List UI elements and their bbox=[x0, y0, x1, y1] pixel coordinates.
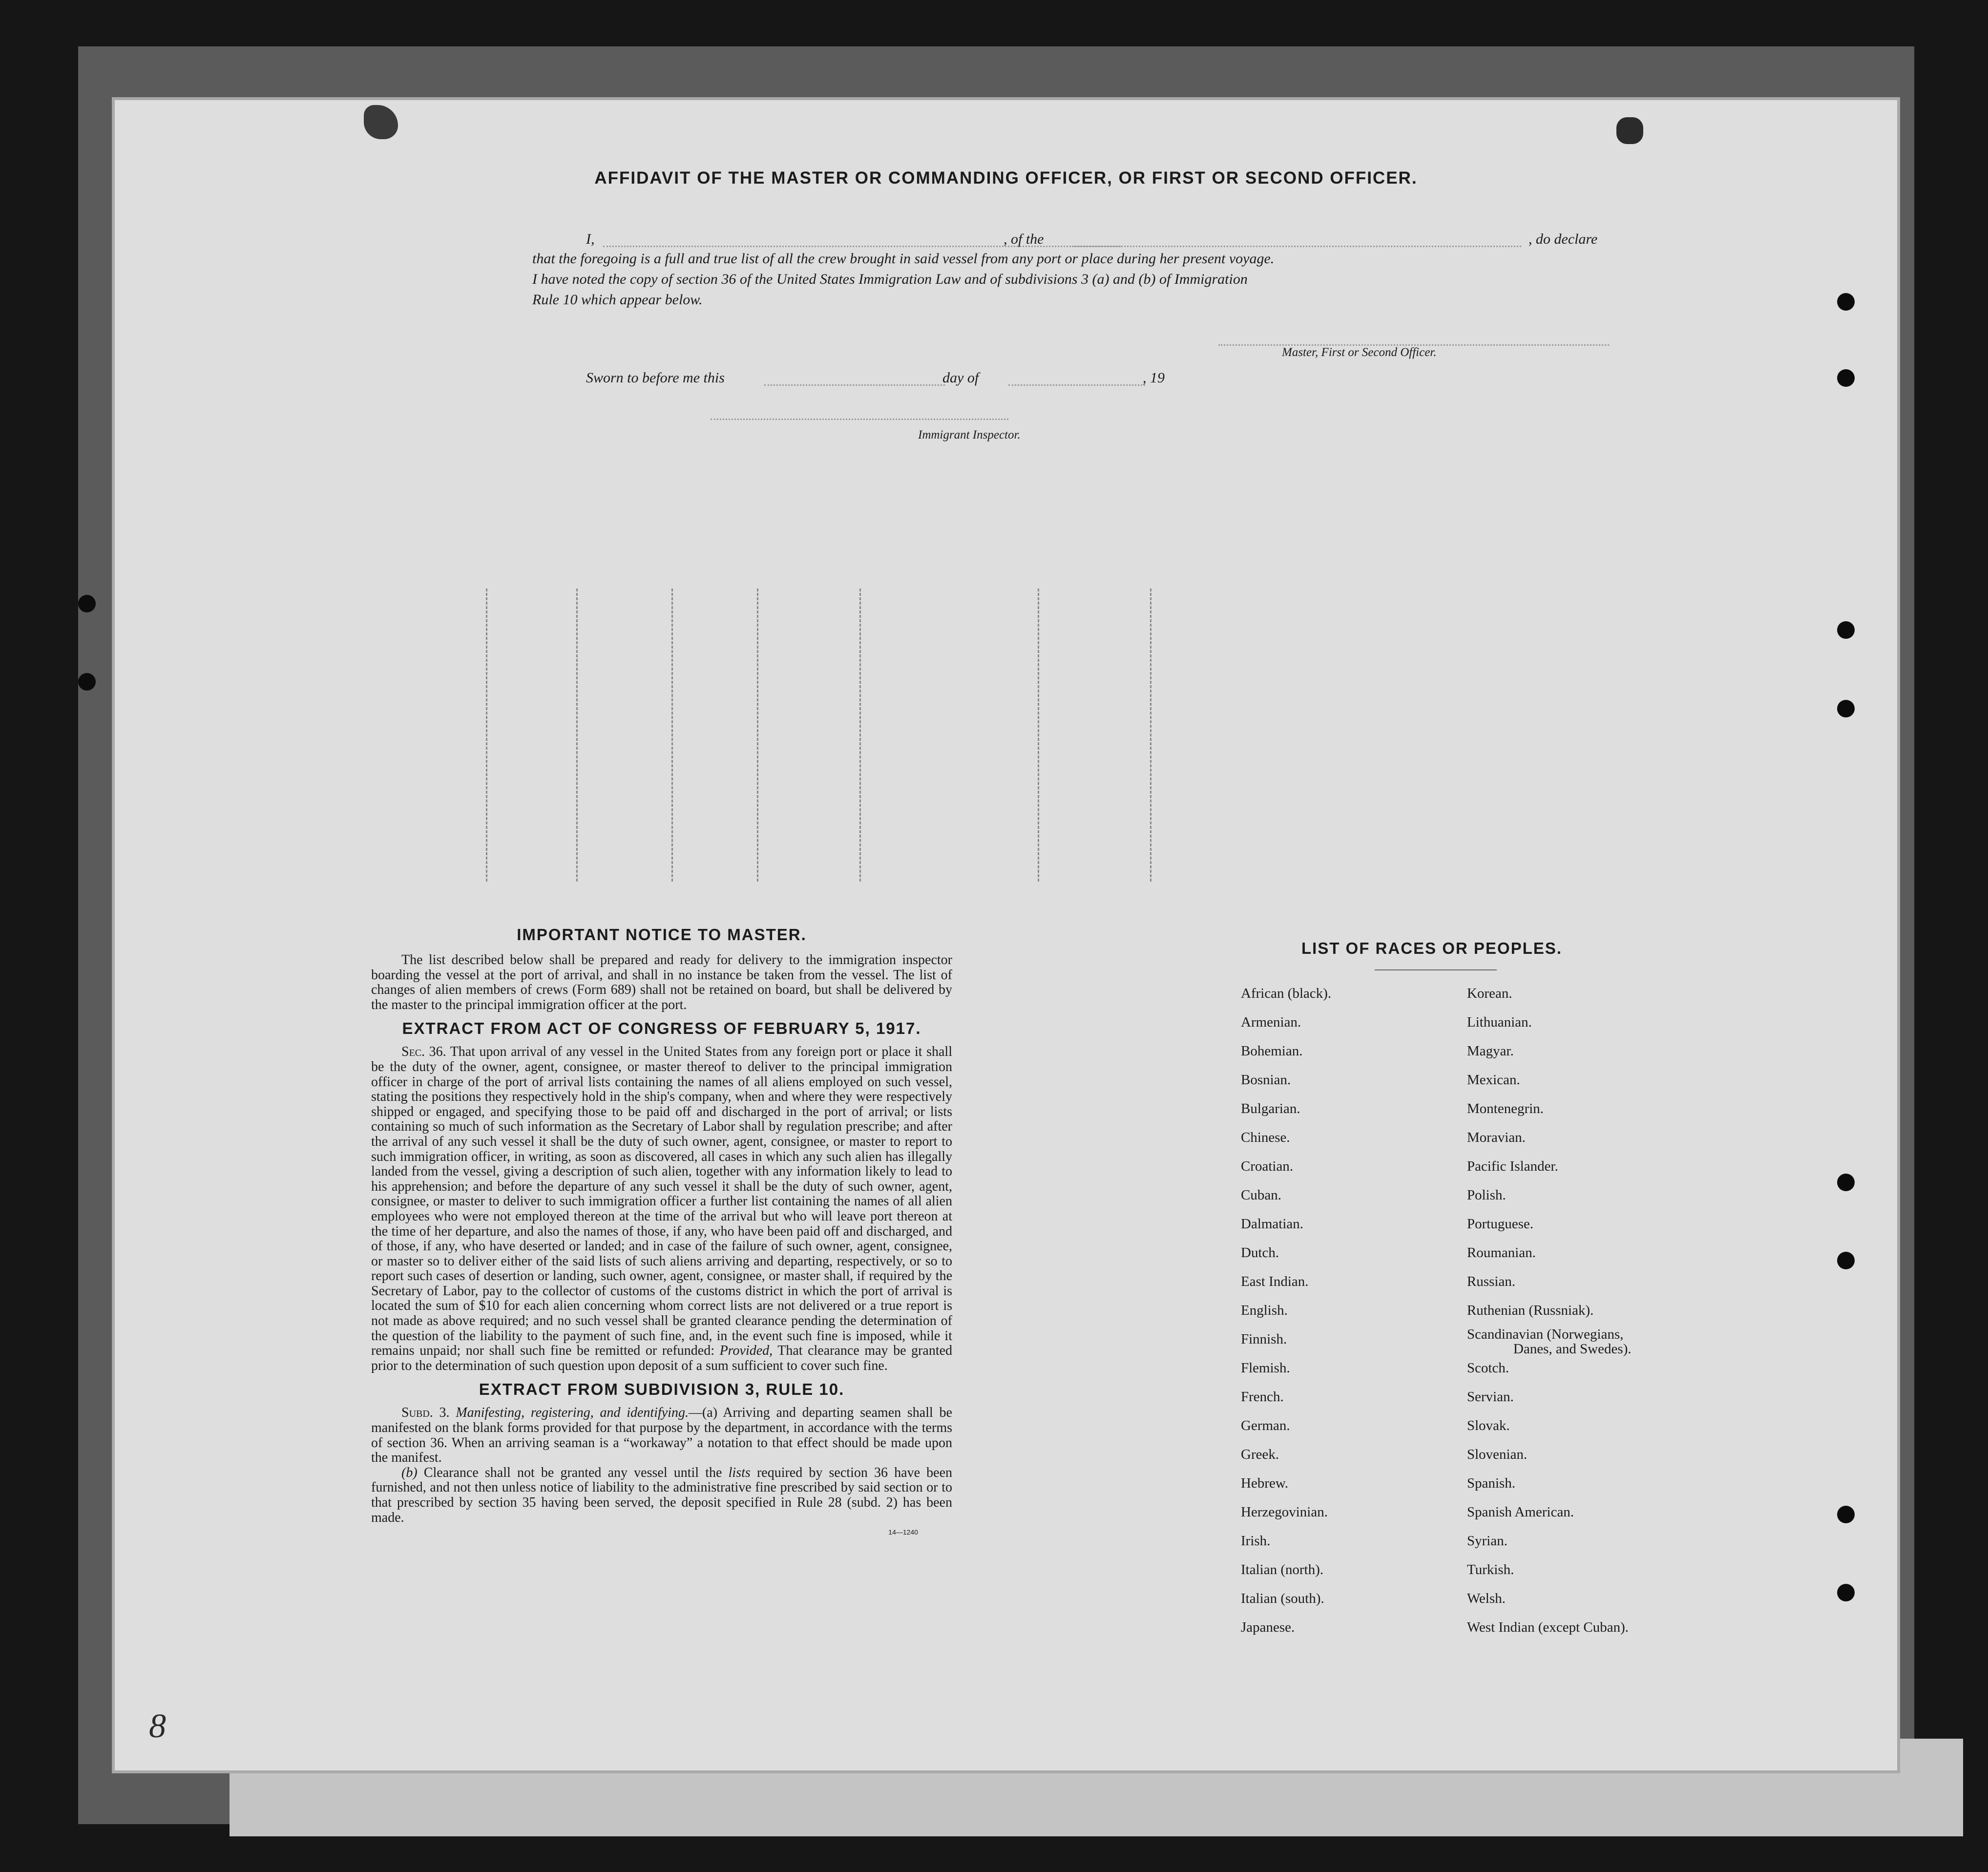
race-item: Turkish. bbox=[1467, 1562, 1514, 1578]
race-item: Japanese. bbox=[1241, 1620, 1295, 1635]
race-item bbox=[1467, 1325, 1632, 1357]
section-label: Sec. 36. bbox=[401, 1044, 446, 1060]
race-item: Bosnian. bbox=[1241, 1072, 1291, 1088]
subdivision-b-text-2: required by section 36 have been furnished, and not then unless notice of liability to the administrative fine prescribed by said section or to that prescribed by section 35 having been served, the deposit specified in Rule 28 (subd. 2) has been made. bbox=[371, 1465, 953, 1525]
subdivision-3-block bbox=[371, 1406, 952, 1525]
punch-hole bbox=[78, 595, 96, 612]
binding-clip-mark bbox=[364, 105, 398, 139]
race-item: Portuguese. bbox=[1467, 1216, 1534, 1232]
subdivision-a-text: Arriving and departing seamen shall be manifested on the blank forms provided for that purpose by the department, in accordance with the terms of section 36. When an arriving seaman is a “workaway” a notation to that effect should be made upon the manifest. bbox=[371, 1405, 952, 1466]
race-scandinavian-cont: Danes, and Swedes). bbox=[1513, 1341, 1632, 1357]
day-of-label: day of bbox=[942, 370, 979, 386]
subdivision-b-lists: lists bbox=[728, 1465, 751, 1480]
race-item: Cuban. bbox=[1241, 1187, 1281, 1203]
race-item: Roumanian. bbox=[1467, 1245, 1536, 1261]
race-item: Polish. bbox=[1467, 1187, 1506, 1203]
race-item: Dutch. bbox=[1241, 1245, 1279, 1261]
race-item: Syrian. bbox=[1467, 1533, 1507, 1549]
manifest-sheet bbox=[115, 100, 1897, 1770]
affidavit-do-declare: , do declare bbox=[1528, 231, 1598, 247]
punch-hole bbox=[1837, 1506, 1855, 1523]
races-right-column bbox=[1467, 979, 1632, 1642]
race-item: Slovenian. bbox=[1467, 1447, 1528, 1462]
affidavit-line-4: Rule 10 which appear below. bbox=[532, 292, 703, 308]
subdivision-b-mark: (b) bbox=[401, 1465, 418, 1480]
punch-hole bbox=[1837, 1174, 1855, 1191]
vessel-blank[interactable] bbox=[1072, 246, 1521, 247]
act-extract-title: EXTRACT FROM ACT OF CONGRESS OF FEBRUARY 5, 1917. bbox=[402, 1019, 921, 1038]
race-item: German. bbox=[1241, 1418, 1290, 1433]
notice-text-block bbox=[371, 953, 952, 1012]
subdivision-b-text-1: Clearance shall not be granted any vessel until the bbox=[423, 1465, 722, 1480]
race-item: Greek. bbox=[1241, 1447, 1279, 1462]
races-title-rule bbox=[1375, 969, 1497, 970]
subdivision-label: Subd. 3. bbox=[401, 1405, 450, 1421]
binding-clip-mark bbox=[1616, 117, 1643, 144]
race-item: Irish. bbox=[1241, 1533, 1271, 1549]
affidavit-title: AFFIDAVIT OF THE MASTER OR COMMANDING OFFICER, OR FIRST OR SECOND OFFICER. bbox=[594, 168, 1418, 188]
subdivision-title: Manifesting, registering, and identifying. bbox=[456, 1405, 689, 1421]
section-36-block bbox=[371, 1045, 952, 1373]
section-36-text: That upon arrival of any vessel in the United States from any foreign port or place it shall be the duty of the owner, agent, consignee, or master thereof to deliver to the principal immigration officer in charge of the port of arrival lists containing the names of all aliens employed on such vessel, stating the positions they respectively hold in the ship's company, when and where they were respectively shipped or engaged, and specifying those to be paid off and discharged in the port of arrival; or lists containing so much of such information as the Secretary of Labor shall by regulation prescribe; and after the arrival of any such vessel it shall be the duty of such owner, agent, consignee, or master to report to such immigration officer, in writing, as soon as discovered, all cases in which any such alien has illegally landed from the vessel, giving a description of such alien, together with any information likely to lead to his apprehension; and before the departure of any such vessel it shall be the duty of such owner, agent, consignee, or master to deliver to such immigration officer a further list containing the names of all alien employees who were not employed thereon at the time of the arrival but who will leave port thereon at the time of her departure, and also the names of those, if any, who have been paid off and discharged, and of those, if any, who have deserted or landed; and in case of the failure of such owner, agent, consignee, or master so to deliver either of the said lists of such aliens arriving and departing, respectively, or so to report such cases of desertion or landing, such owner, agent, consignee, or master shall, if required by the Secretary of Labor, pay to the collector of customs of the customs district in which the port of arrival is located the sum of $10 for each alien concerning whom correct lists are not delivered or a true report is not made as above required; and no such vessel shall be granted clearance pending the determination of the question of the liability to the payment of such fine, and, in the event such fine is imposed, while it remains unpaid; nor shall such fine be remitted or refunded: bbox=[371, 1044, 952, 1359]
rule-extract-title: EXTRACT FROM SUBDIVISION 3, RULE 10. bbox=[479, 1380, 845, 1399]
column-rule bbox=[486, 589, 487, 882]
affidavit-line-3: I have noted the copy of section 36 of the United States Immigration Law and of subdivisions 3 (a) and (b) of Immigration bbox=[532, 271, 1248, 287]
race-item: Bohemian. bbox=[1241, 1043, 1303, 1059]
race-item: Lithuanian. bbox=[1467, 1014, 1532, 1030]
race-item: Mexican. bbox=[1467, 1072, 1520, 1088]
race-item: Welsh. bbox=[1467, 1591, 1506, 1606]
affidavit-line-2: that the foregoing is a full and true list of all the crew brought in said vessel from any port or place during her present voyage. bbox=[532, 251, 1275, 267]
punch-hole bbox=[1837, 621, 1855, 639]
column-rule bbox=[1038, 589, 1039, 882]
subdivision-a-mark: —(a) bbox=[688, 1405, 718, 1421]
race-item: Dalmatian. bbox=[1241, 1216, 1304, 1232]
affidavit-i-label: I, bbox=[586, 231, 595, 247]
race-item: Herzegovinian. bbox=[1241, 1504, 1328, 1520]
race-item: Ruthenian (Russniak). bbox=[1467, 1303, 1594, 1318]
race-item: Scotch. bbox=[1467, 1360, 1509, 1376]
form-number: 14—1240 bbox=[888, 1528, 918, 1536]
punch-hole bbox=[1837, 293, 1855, 311]
column-rule bbox=[757, 589, 758, 882]
column-rule bbox=[671, 589, 673, 882]
provided-word: Provided, bbox=[719, 1343, 773, 1359]
column-rule bbox=[859, 589, 861, 882]
column-rule bbox=[1150, 589, 1151, 882]
punch-hole bbox=[1837, 369, 1855, 387]
punch-hole bbox=[78, 673, 96, 691]
race-item: Chinese. bbox=[1241, 1130, 1290, 1145]
inspector-label: Immigrant Inspector. bbox=[918, 428, 1021, 442]
punch-hole bbox=[1837, 700, 1855, 717]
punch-hole bbox=[1837, 1584, 1855, 1601]
race-item: Armenian. bbox=[1241, 1014, 1301, 1030]
race-item: Moravian. bbox=[1467, 1130, 1526, 1145]
race-item: English. bbox=[1241, 1303, 1288, 1318]
section-36-tail: That clearance may be granted prior to the determination of such question upon deposit of a sum sufficient to cover such fine. bbox=[371, 1343, 953, 1373]
master-signature-label: Master, First or Second Officer. bbox=[1282, 346, 1437, 359]
race-item: Bulgarian. bbox=[1241, 1101, 1300, 1116]
race-item: Croatian. bbox=[1241, 1158, 1294, 1174]
affidavit-of-the: , of the bbox=[1004, 231, 1044, 247]
sworn-month-blank[interactable] bbox=[1008, 384, 1145, 386]
sworn-day-blank[interactable] bbox=[764, 384, 945, 386]
race-item: Montenegrin. bbox=[1467, 1101, 1544, 1116]
notice-paragraph: The list described below shall be prepared and ready for delivery to the immigration inspector boarding the vessel at the port of arrival, and shall in no instance be taken from the vessel. The list of changes of alien members of crews (Form 689) shall not be retained on board, but shall be delivered by the master to the principal immigration officer at the port. bbox=[371, 952, 952, 1012]
race-item: Magyar. bbox=[1467, 1043, 1514, 1059]
races-left-column bbox=[1241, 979, 1331, 1642]
margin-handwritten-mark: 8 bbox=[149, 1707, 166, 1745]
inspector-signature-line[interactable] bbox=[711, 419, 1008, 420]
race-item: Servian. bbox=[1467, 1389, 1514, 1405]
race-item: African (black). bbox=[1241, 986, 1332, 1001]
race-item: Korean. bbox=[1467, 986, 1512, 1001]
race-item: West Indian (except Cuban). bbox=[1467, 1620, 1629, 1635]
year-label: , 19 bbox=[1143, 370, 1165, 386]
races-title: LIST OF RACES OR PEOPLES. bbox=[1301, 939, 1563, 957]
race-item: Spanish. bbox=[1467, 1475, 1516, 1491]
race-item: French. bbox=[1241, 1389, 1284, 1405]
race-item: Flemish. bbox=[1241, 1360, 1290, 1376]
race-item: Russian. bbox=[1467, 1274, 1516, 1289]
sworn-label: Sworn to before me this bbox=[586, 370, 725, 386]
punch-hole bbox=[1837, 1252, 1855, 1269]
race-item: Italian (south). bbox=[1241, 1591, 1324, 1606]
column-rule bbox=[576, 589, 578, 882]
race-item: Slovak. bbox=[1467, 1418, 1510, 1433]
race-item: East Indian. bbox=[1241, 1274, 1309, 1289]
notice-title: IMPORTANT NOTICE TO MASTER. bbox=[517, 925, 807, 944]
race-item: Spanish American. bbox=[1467, 1504, 1574, 1520]
race-item: Hebrew. bbox=[1241, 1475, 1289, 1491]
race-item: Finnish. bbox=[1241, 1331, 1287, 1347]
race-scandinavian: Scandinavian (Norwegians, bbox=[1467, 1326, 1624, 1342]
race-item: Pacific Islander. bbox=[1467, 1158, 1558, 1174]
notice-column bbox=[371, 925, 952, 1536]
race-item: Italian (north). bbox=[1241, 1562, 1324, 1578]
